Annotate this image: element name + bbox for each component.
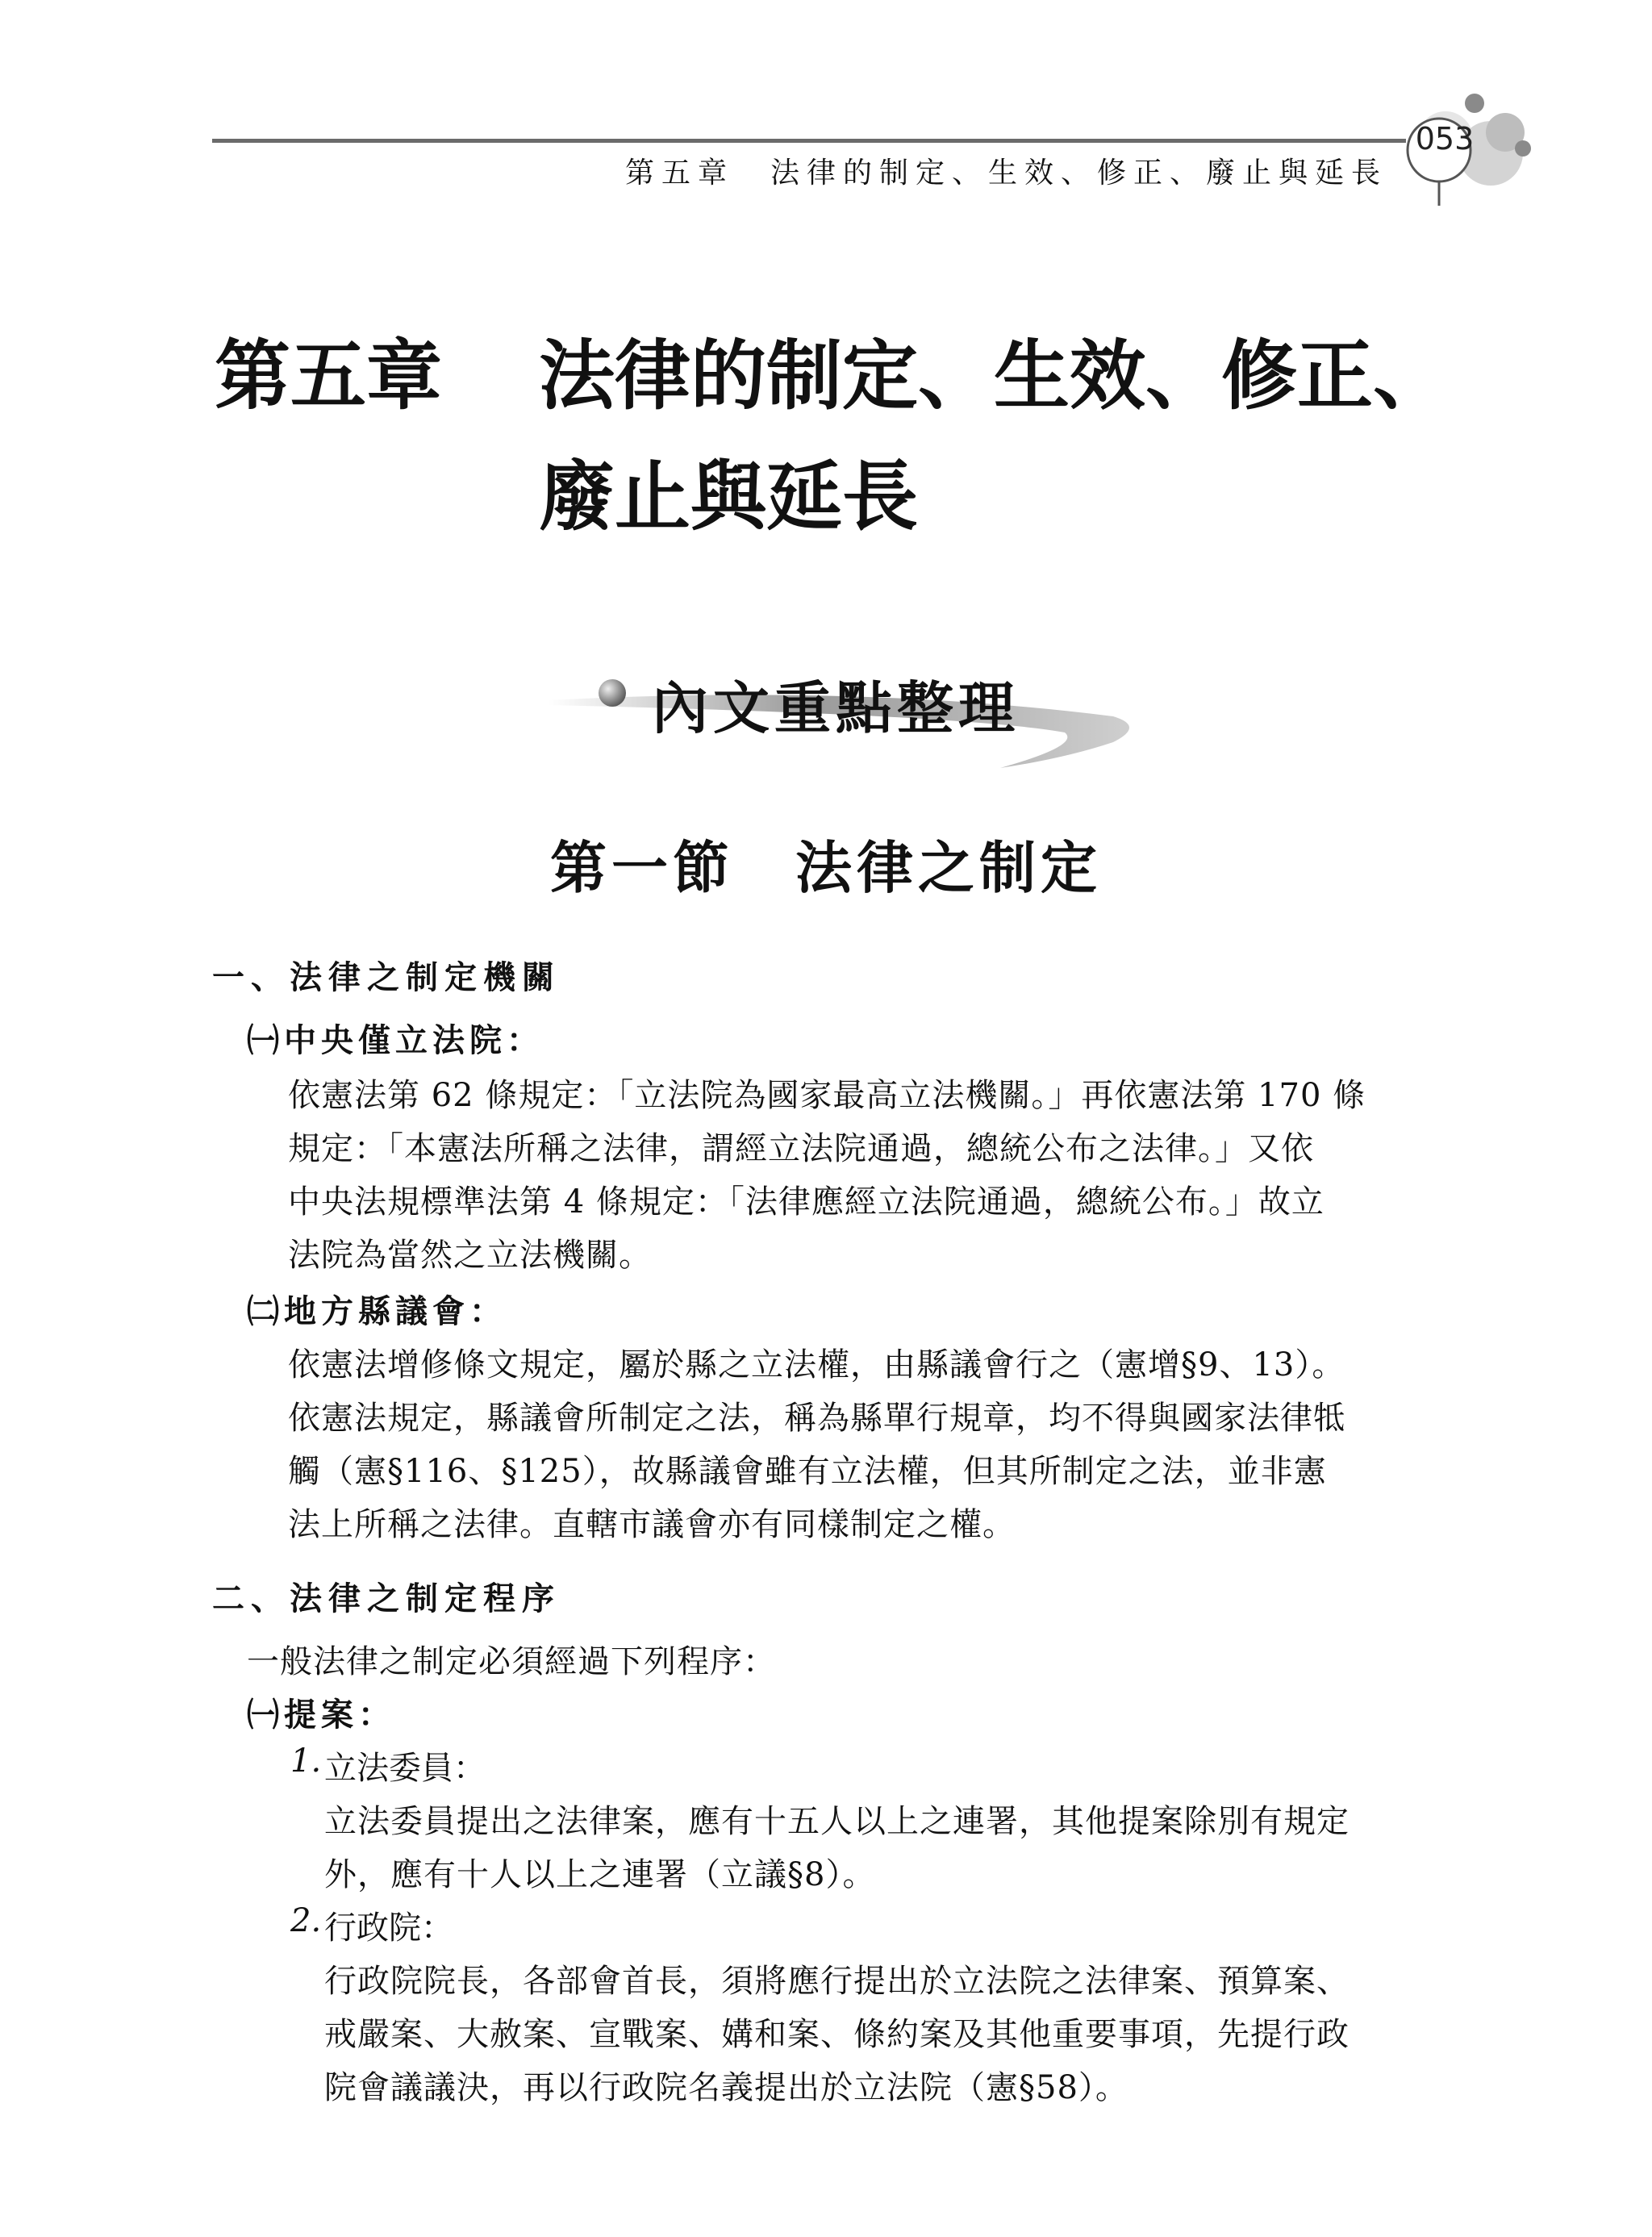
paragraph-line: 依憲法規定，縣議會所制定之法，稱為縣單行規章，均不得與國家法律牴	[288, 1400, 1346, 1437]
part2-intro: 一般法律之制定必須經過下列程序：	[247, 1643, 776, 1680]
paragraph-line: 立法委員提出之法律案，應有十五人以上之連署，其他提案除別有規定	[324, 1803, 1350, 1840]
part2-sub1-heading: ㈠提案：	[247, 1696, 395, 1734]
chapter-label: 第五章	[215, 332, 443, 420]
part1-heading: 一、法律之制定機關	[212, 959, 561, 996]
decor-dot-icon	[1465, 94, 1484, 113]
decor-dot-icon	[1515, 140, 1531, 157]
paragraph-line: 外，應有十人以上之連署（立議§8）。	[324, 1856, 876, 1893]
running-header: 第五章 法律的制定、生效、修正、廢止與延長	[624, 157, 1387, 190]
list-item-label: 行政院：	[324, 1909, 453, 1947]
paragraph-line: 規定：「本憲法所稱之法律，謂經立法院通過，總統公布之法律。」又依	[288, 1130, 1314, 1167]
paragraph-line: 依憲法第 62 條規定：「立法院為國家最高立法機關。」再依憲法第 170 條	[288, 1077, 1366, 1114]
paragraph-line: 行政院院長，各部會首長，須將應行提出於立法院之法律案、預算案、	[324, 1963, 1350, 2000]
section-heading: 第一節 法律之制定	[550, 834, 1102, 901]
paragraph-line: 法上所稱之法律。直轄市議會亦有同樣制定之權。	[288, 1506, 1016, 1543]
summary-banner-title: 內文重點整理	[652, 675, 1020, 741]
banner-bullet-icon	[597, 678, 628, 708]
chapter-title-line1: 法律的制定、生效、修正、	[539, 332, 1450, 420]
paragraph-line: 法院為當然之立法機關。	[288, 1237, 652, 1274]
chapter-title-line2: 廢止與延長	[539, 453, 919, 541]
paragraph-line: 院會議議決，再以行政院名義提出於立法院（憲§58）。	[324, 2069, 1128, 2106]
list-item-label: 立法委員：	[324, 1750, 486, 1787]
paragraph-line: 觸（憲§116、§125），故縣議會雖有立法權，但其所制定之法，並非憲	[288, 1453, 1327, 1490]
page-number: 053	[1415, 121, 1475, 157]
part2-heading: 二、法律之制定程序	[212, 1580, 561, 1617]
paragraph-line: 依憲法增修條文規定，屬於縣之立法權，由縣議會行之（憲增§9、13）。	[288, 1346, 1345, 1384]
paragraph-line: 戒嚴案、大赦案、宣戰案、媾和案、條約案及其他重要事項，先提行政	[324, 2016, 1350, 2053]
paragraph-line: 中央法規標準法第 4 條規定：「法律應經立法院通過，總統公布。」故立	[288, 1183, 1325, 1221]
part1-sub2-heading: ㈡地方縣議會：	[247, 1292, 507, 1330]
header-rule	[212, 139, 1406, 143]
list-item-number: 2.	[290, 1902, 322, 1939]
list-item-number: 1.	[290, 1742, 322, 1780]
part1-sub1-heading: ㈠中央僅立法院：	[247, 1021, 544, 1059]
